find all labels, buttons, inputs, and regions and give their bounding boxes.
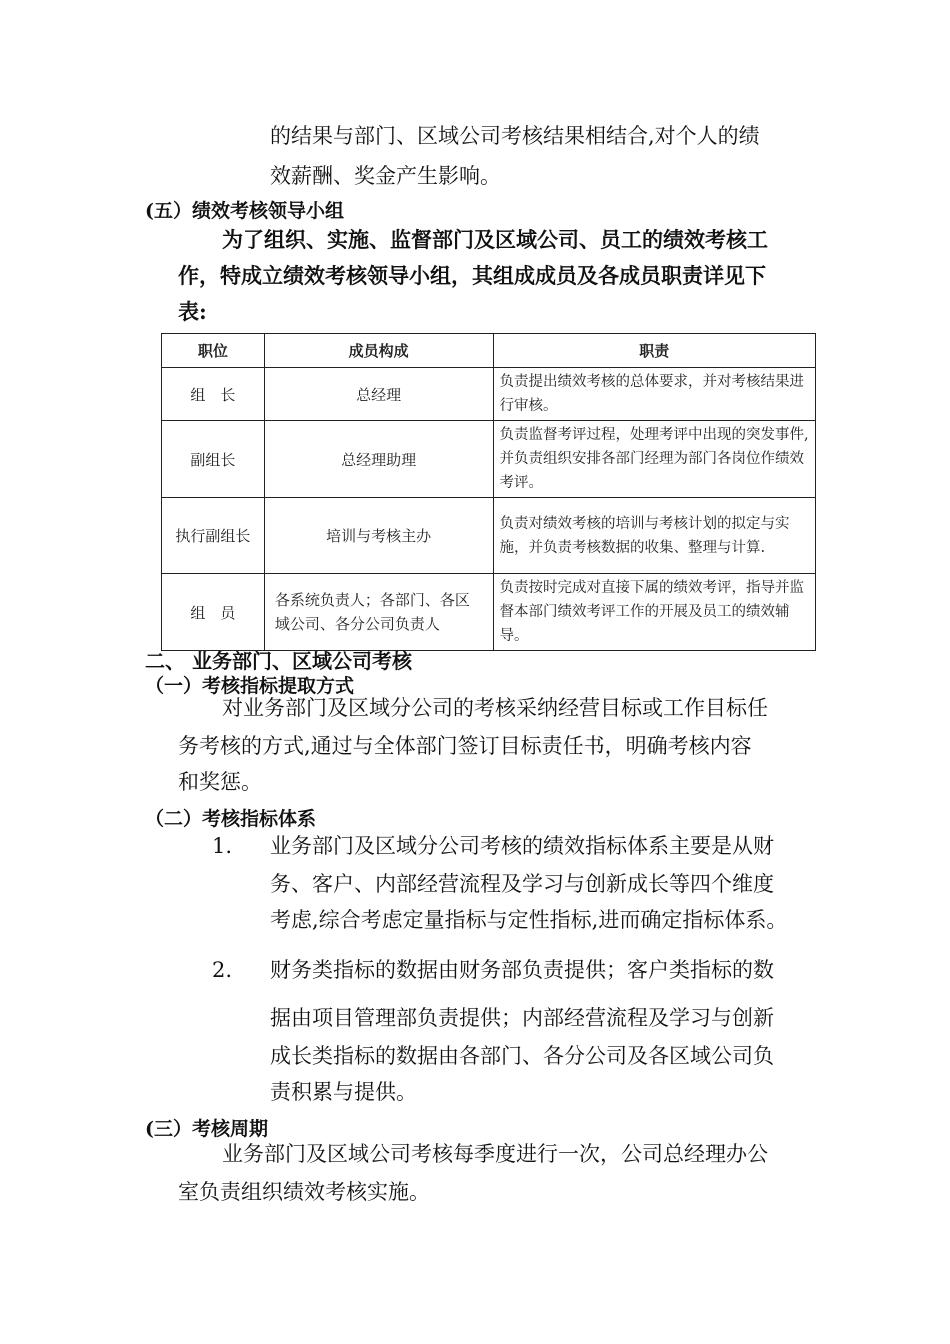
item1-line-2: 务、客户、内部经营流程及学习与创新成长等四个维度 — [270, 872, 774, 896]
intro-line-1: 的结果与部门、区域公司考核结果相结合,对个人的绩 — [270, 124, 760, 148]
sub1-line-1: 对业务部门及区域分公司的考核采纳经营目标或工作目标任 — [222, 696, 768, 720]
sub1-line-3: 和奖惩。 — [178, 770, 262, 794]
cell-position: 副组长 — [162, 421, 265, 498]
item1-line-3: 考虑,综合考虑定量指标与定性指标,进而确定指标体系。 — [270, 908, 788, 932]
sub3-line-2: 室负责组织绩效考核实施。 — [178, 1180, 430, 1204]
cell-duty: 负责监督考评过程，处理考评中出现的突发事件,并负责组织安排各部门经理为部门各岗位作绩效考评。 — [493, 421, 815, 498]
item1-number: 1. — [212, 834, 233, 858]
item2-line-2: 据由项目管理部负责提供；内部经营流程及学习与创新 — [270, 1006, 774, 1030]
table-row — [162, 498, 816, 574]
cell-duty: 负责按时完成对直接下属的绩效考评，指导并监督本部门绩效考评工作的开展及员工的绩效辅导。 — [493, 574, 815, 651]
cell-position: 组 长 — [162, 368, 265, 421]
table-row — [162, 421, 816, 498]
col-header-position: 职位 — [162, 334, 265, 368]
cell-members: 总经理助理 — [264, 421, 493, 498]
item1-line-1: 业务部门及区域分公司考核的绩效指标体系主要是从财 — [270, 834, 774, 858]
section5-heading: (五）绩效考核领导小组 — [145, 200, 344, 222]
sub1-line-2: 务考核的方式,通过与全体部门签订目标责任书，明确考核内容 — [178, 734, 752, 758]
leadership-group-table — [161, 333, 816, 651]
section5-para-line-2: 作，特成立绩效考核领导小组，其组成成员及各成员职责详见下 — [178, 263, 766, 288]
cell-position: 组 员 — [162, 574, 265, 651]
table-row — [162, 368, 816, 421]
intro-line-2: 效薪酬、奖金产生影响。 — [270, 164, 501, 188]
item2-number: 2. — [212, 958, 233, 982]
col-header-members: 成员构成 — [264, 334, 493, 368]
item2-line-1: 财务类指标的数据由财务部负责提供；客户类指标的数 — [270, 958, 774, 982]
cell-members: 总经理 — [264, 368, 493, 421]
sub2-heading: （二）考核指标体系 — [145, 808, 317, 830]
sub3-heading: (三）考核周期 — [145, 1118, 268, 1140]
section5-para-line-3: 表: — [178, 299, 207, 324]
cell-position: 执行副组长 — [162, 498, 265, 574]
cell-members: 各系统负责人；各部门、各区域公司、各分公司负责人 — [264, 574, 493, 651]
sub3-line-1: 业务部门及区域公司考核每季度进行一次，公司总经理办公 — [222, 1142, 768, 1166]
part2-heading: 二、 业务部门、区域公司考核 — [145, 649, 412, 673]
section5-para-line-1: 为了组织、实施、监督部门及区域公司、员工的绩效考核工 — [222, 227, 768, 252]
sub1-heading: （一）考核指标提取方式 — [145, 675, 355, 697]
item2-line-3: 成长类指标的数据由各部门、各分公司及各区域公司负 — [270, 1044, 774, 1068]
item2-line-4: 责积累与提供。 — [270, 1080, 417, 1104]
cell-duty: 负责提出绩效考核的总体要求，并对考核结果进行审核。 — [493, 368, 815, 421]
table-header-row — [162, 334, 816, 368]
table-row — [162, 574, 816, 651]
col-header-duty: 职责 — [493, 334, 815, 368]
cell-members: 培训与考核主办 — [264, 498, 493, 574]
cell-duty: 负责对绩效考核的培训与考核计划的拟定与实施，并负责考核数据的收集、整理与计算. — [493, 498, 815, 574]
